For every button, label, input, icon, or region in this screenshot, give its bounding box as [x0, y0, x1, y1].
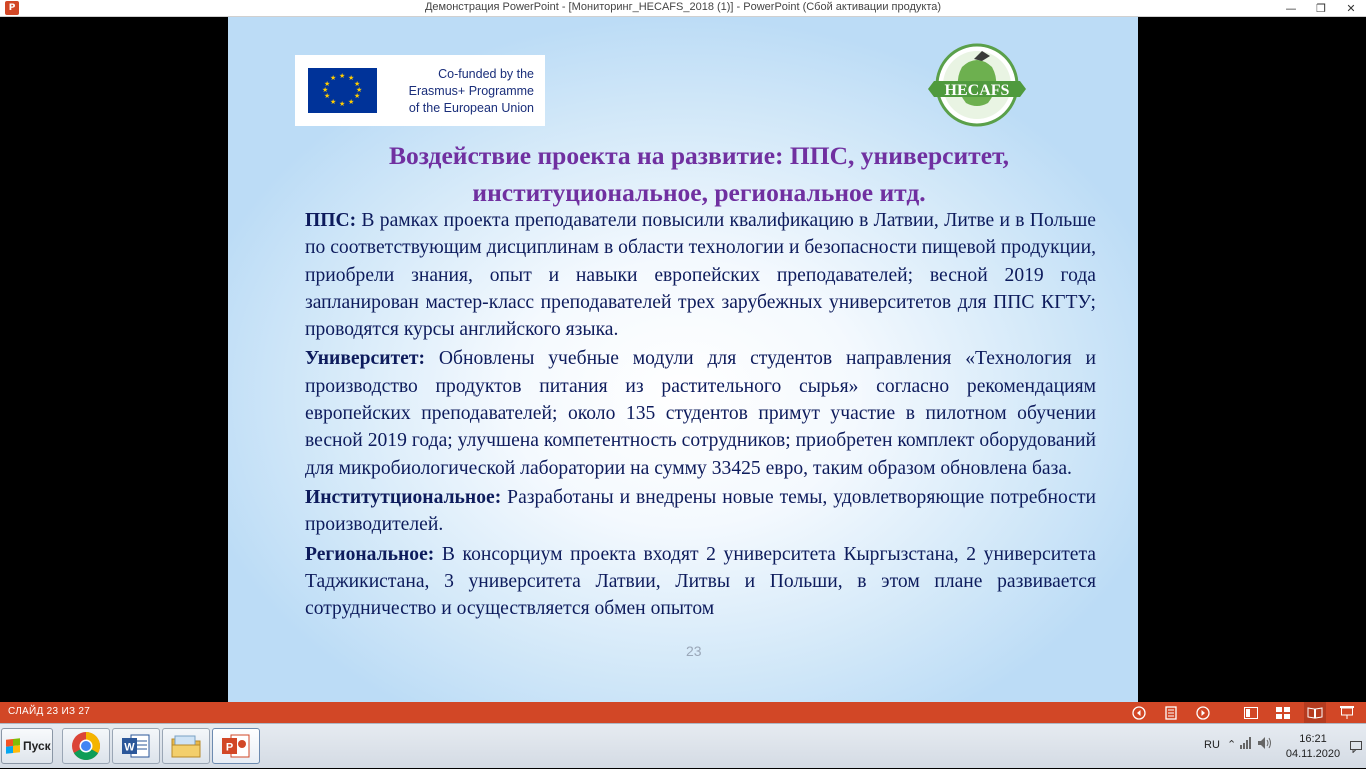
taskbar-powerpoint[interactable] [212, 728, 260, 764]
paragraph-text: В консорциум проекта входят 2 университета Кыргызстана, 2 университета Таджикистана, 3 университета Латвии, Литвы и Польши, в этом плане развивается сотрудничество и осуществляется обмен опытом [305, 543, 1096, 620]
clock[interactable] [1278, 732, 1348, 762]
action-center-icon[interactable] [1350, 738, 1362, 750]
volume-icon[interactable] [1258, 737, 1272, 752]
windows-logo-icon [6, 738, 20, 753]
hecafs-logo-text: HECAFS [944, 82, 1010, 99]
erasmus-logo [295, 55, 545, 126]
svg-text:W: W [124, 741, 135, 754]
language-indicator[interactable]: RU [1204, 739, 1220, 751]
slide[interactable] [228, 17, 1138, 702]
taskbar-word[interactable] [112, 728, 160, 764]
slide-title [288, 137, 1110, 211]
window-titlebar [0, 0, 1366, 17]
close-button[interactable]: ✕ [1346, 2, 1356, 15]
paragraph-label: Университет: [305, 348, 425, 370]
slide-title-line: Воздействие проекта на развитие: ППС, университет, [389, 141, 1009, 170]
slideshow-icon[interactable] [1336, 702, 1358, 723]
powerpoint-app-icon[interactable]: P [5, 1, 19, 15]
slideshow-area[interactable] [0, 17, 1366, 702]
restore-button[interactable]: ❐ [1316, 2, 1326, 15]
slide-menu-icon[interactable] [1160, 702, 1182, 723]
next-slide-icon[interactable] [1192, 702, 1214, 723]
taskbar [0, 723, 1366, 768]
slide-counter: СЛАЙД 23 ИЗ 27 [8, 706, 91, 717]
svg-text:P: P [225, 741, 234, 754]
minimize-button[interactable]: — [1285, 2, 1297, 15]
start-button[interactable] [1, 728, 53, 764]
clock-time: 16:21 [1299, 733, 1327, 745]
erasmus-text-line: Erasmus+ Programme [408, 84, 534, 98]
reading-view-icon[interactable] [1304, 702, 1326, 723]
paragraph-pps [305, 207, 1096, 343]
paragraph-university [305, 345, 1096, 481]
tray-expand-icon[interactable]: ⌃ [1227, 738, 1237, 751]
slide-title-line: институциональное, региональное итд. [472, 178, 926, 207]
slide-number: 23 [686, 643, 702, 659]
hecafs-logo [912, 39, 1042, 131]
start-label: Пуск [23, 739, 51, 753]
normal-view-icon[interactable] [1240, 702, 1262, 723]
clock-date: 04.11.2020 [1285, 748, 1341, 760]
paragraph-text: В рамках проекта преподаватели повысили квалификацию в Латвии, Литве и в Польше по соответствующим дисциплинам в области технологии и безопасности пищевой продукции, приобрели знания, опыт и навыки европейских преподавателей; весной 2019 года запланирован мастер-класс преподавателей трех зарубежных университетов для ППС КГТУ; проводятся курсы английского языка. [305, 210, 1096, 341]
paragraph-text: Обновлены учебные модули для студентов направления «Технология и производство продуктов питания из растительного сырья» согласно рекомендациям европейских преподавателей; около 135 студентов примут участие в пилотном обучении весной 2019 года; улучшена компетентность сотрудников; приобретен комплект оборудований для микробиологической лаборатории на сумму 33425 евро, таким образом обновлена база. [305, 348, 1096, 479]
paragraph-label: ППС: [305, 210, 357, 231]
statusbar [0, 702, 1366, 723]
erasmus-text-line: Co-funded by the [438, 67, 534, 81]
explorer-icon [170, 732, 202, 760]
paragraph-label: Институтциональное: [305, 486, 502, 508]
word-icon [121, 732, 151, 760]
paragraph-regional [305, 541, 1096, 623]
taskbar-chrome[interactable] [62, 728, 110, 764]
taskbar-explorer[interactable] [162, 728, 210, 764]
paragraph-institutional [305, 484, 1096, 539]
window-title: Демонстрация PowerPoint - [Мониторинг_HECAFS_2018 (1)] - PowerPoint (Сбой активации продукта) [424, 1, 942, 13]
paragraph-label: Региональное: [305, 543, 435, 565]
powerpoint-icon [221, 732, 251, 760]
previous-slide-icon[interactable] [1128, 702, 1150, 723]
slide-body [305, 207, 1096, 624]
eu-flag-icon: ★ ★ ★ ★ ★ ★ ★ ★ ★ ★ ★ ★ [308, 68, 377, 113]
chrome-icon [71, 731, 101, 761]
network-icon[interactable] [1240, 737, 1252, 752]
erasmus-text-line: of the European Union [408, 101, 534, 115]
slide-sorter-icon[interactable] [1272, 702, 1294, 723]
paragraph-text: Разработаны и внедрены новые темы, удовлетворяющие потребности производителей. [305, 486, 1096, 536]
